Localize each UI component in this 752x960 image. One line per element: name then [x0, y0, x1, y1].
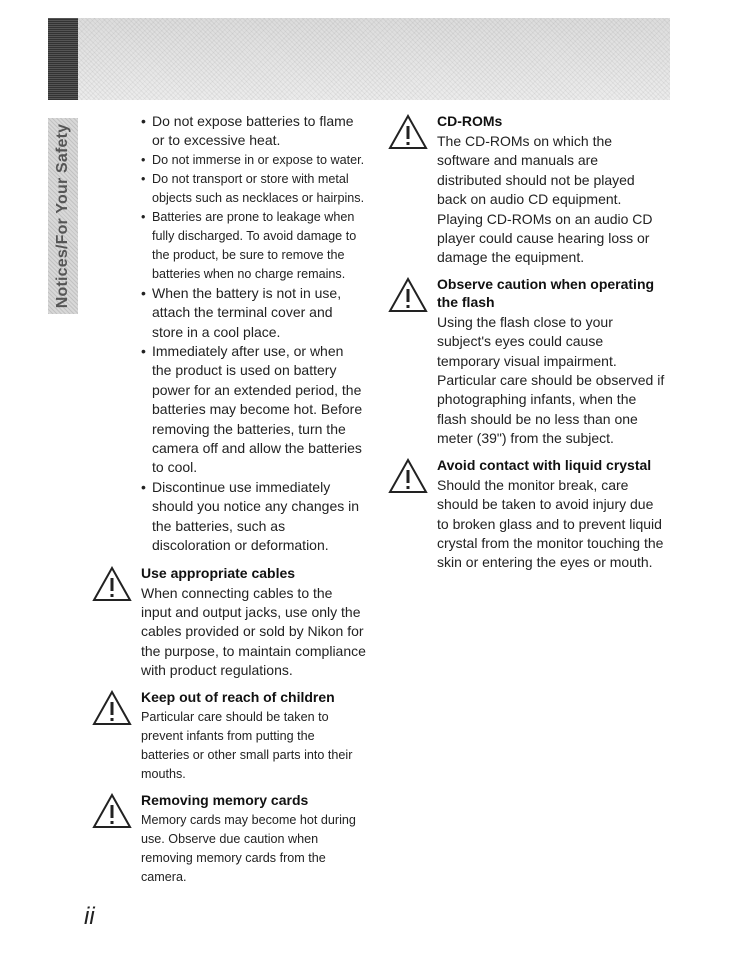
list-item: • When the battery is not in use, attach the terminal cover and store in a cool place. — [141, 284, 366, 342]
section-cables — [92, 564, 366, 681]
page-number: ii — [84, 903, 95, 930]
warning-icon — [92, 566, 132, 602]
section-body: When connecting cables to the input and output jacks, use only the cables provided or sold by Nikon for the purpose, to maintain compliance with product regulations. — [141, 584, 366, 679]
warning-icon — [388, 277, 428, 313]
list-item: • Do not immerse in or expose to water. — [141, 151, 366, 170]
list-item: • Immediately after use, or when the product is used on battery power for an extended period, the batteries may become hot. Before removing the batteries, turn the camera off and allow the batteries to cool. — [141, 342, 366, 478]
section-title: Keep out of reach of children — [141, 688, 335, 705]
list-item: • Do not transport or store with metal objects such as necklaces or hairpins. — [141, 170, 366, 208]
header-band — [48, 18, 670, 100]
left-column — [92, 112, 366, 894]
right-column — [388, 112, 666, 580]
section-body: Using the flash close to your subject's eyes could cause temporary visual impairment. Particular care should be observed if photographing infants, when the flash should be no less than one meter (39") from the subject. — [437, 313, 665, 447]
section-children — [92, 688, 366, 784]
battery-warnings-list — [92, 112, 366, 556]
list-item: • Do not expose batteries to flame or to excessive heat. — [141, 112, 366, 151]
section-cd-roms — [388, 112, 666, 268]
side-tab-label: Notices/For Your Safety — [54, 123, 71, 309]
section-body: Should the monitor break, care should be taken to avoid injury due to broken glass and to prevent liquid crystal from the monitor touching the skin or entering the eyes or mouth. — [437, 476, 664, 571]
section-body: The CD-ROMs on which the software and manuals are distributed should not be played back on audio CD equipment. Playing CD-ROMs on an audio CD player could cause hearing loss or damage the equipment. — [437, 133, 653, 266]
header-block — [48, 18, 78, 100]
warning-icon — [92, 793, 132, 829]
section-memory-cards — [92, 791, 366, 887]
section-title: Use appropriate cables — [141, 564, 296, 581]
section-liquid-crystal — [388, 456, 666, 573]
section-title: CD-ROMs — [437, 113, 503, 129]
section-title: Removing memory cards — [141, 791, 309, 808]
section-body: Particular care should be taken to prevent infants from putting the batteries or other small parts into their mouths. — [141, 709, 353, 781]
section-body: Memory cards may become hot during use. Observe due caution when removing memory cards from the camera. — [141, 812, 356, 884]
warning-icon — [388, 458, 428, 494]
list-item: • Discontinue use immediately should you notice any changes in the batteries, such as discoloration or deformation. — [141, 478, 366, 556]
warning-icon — [92, 690, 132, 726]
list-item: • Batteries are prone to leakage when fully discharged. To avoid damage to the product, be sure to remove the batteries when no charge remains. — [141, 208, 366, 284]
section-title: Avoid contact with liquid crystal — [437, 456, 652, 473]
section-flash — [388, 275, 666, 449]
side-tab — [48, 118, 78, 314]
warning-icon — [388, 114, 428, 150]
section-title: Observe caution when operating the flash — [437, 275, 655, 310]
